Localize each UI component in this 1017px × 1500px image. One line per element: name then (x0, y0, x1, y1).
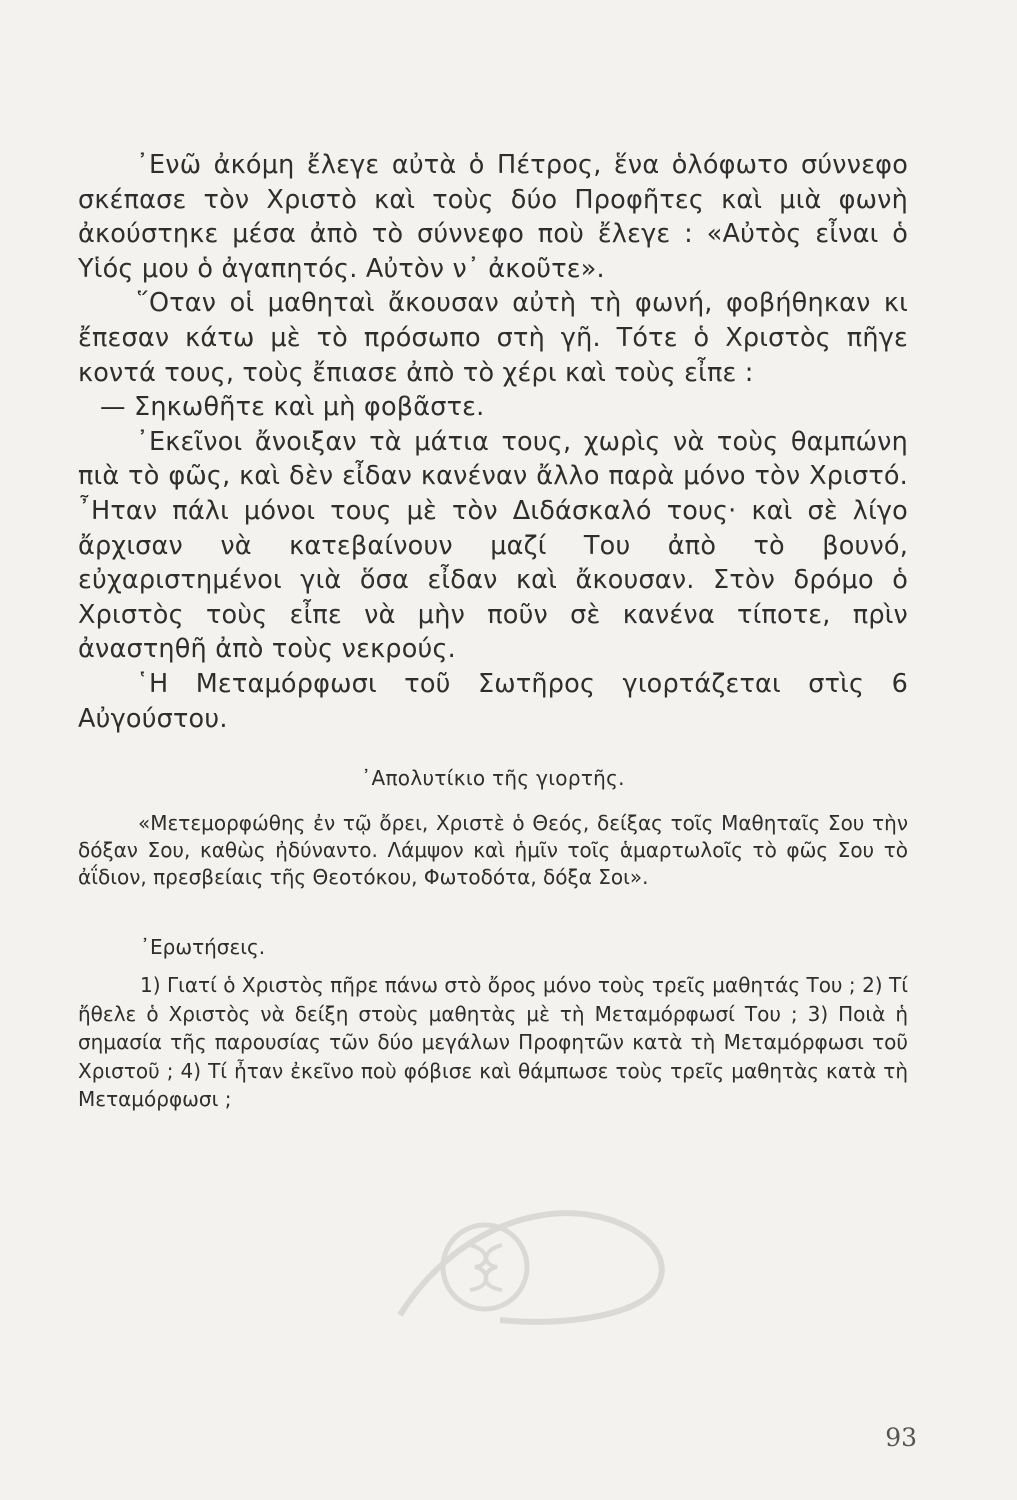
paragraph-feast-date: ῾Η Μεταμόρφωσι τοῦ Σωτῆρος γιορτάζεται στὶς 6 Αὐγούστου. (78, 668, 908, 734)
paragraph-descent: ᾿Εκεῖνοι ἄνοιξαν τὰ μάτια τους, χωρὶς νὰ τοὺς θαμπώνη πιὰ τὸ φῶς, καὶ δὲν εἶδαν κανέναν ἄλλο παρὰ μόνο τὸν Χριστό. ῏Ηταν πάλι μόνοι τους μὲ τὸν Διδάσκαλό τους· καὶ σὲ λίγο ἄρχισαν νὰ κατεβαίνουν μαζί Του ἀπὸ τὸ βουνό, εὐχαριστημένοι γιὰ ὅσα εἶδαν καὶ ἄκουσαν. Στὸν δρόμο ὁ Χριστὸς τοὺς εἶπε νὰ μὴν ποῦν σὲ κανένα τίποτε, πρὶν ἀναστηθῆ ἀπὸ τοὺς νεκρούς. (78, 426, 908, 665)
questions-heading: ᾿Ερωτήσεις. (140, 935, 266, 960)
paragraph-disciples-fear: ῞Οταν οἱ μαθηταὶ ἄκουσαν αὐτὴ τὴ φωνή, φοβήθηκαν κι ἔπεσαν κάτω μὲ τὸ πρόσωπο στὴ γῆ. Τότε ὁ Χριστὸς πῆγε κοντά τους, τοὺς ἔπιασε ἀπὸ τὸ χέρι καὶ τοὺς εἶπε : (78, 288, 908, 388)
page-content (78, 148, 908, 1114)
watermark-emblem-icon (390, 1195, 690, 1335)
apolytikion-text: «Μετεμορφώθης ἐν τῷ ὄρει, Χριστὲ ὁ Θεός, δείξας τοῖς Μαθηταῖς Σου τὴν δόξαν Σου, καθὼς ἠδύναντο. Λάμψον καὶ ἡμῖν τοῖς ἁμαρτωλοῖς τὸ φῶς Σου τὸ ἀΐδιον, πρεσβείαις τῆς Θεοτόκου, Φωτοδότα, δόξα Σοι». (78, 811, 908, 890)
paragraph-voice-from-cloud: ᾿Ενῶ ἀκόμη ἔλεγε αὐτὰ ὁ Πέτρος, ἕνα ὁλόφωτο σύννεφο σκέπασε τὸν Χριστὸ καὶ τοὺς δύο Προφῆτες καὶ μιὰ φωνὴ ἀκούστηκε μέσα ἀπὸ τὸ σύννεφο ποὺ ἔλεγε : «Αὐτὸς εἶναι ὁ Υἱός μου ὁ ἀγαπητός. Αὐτὸν ν᾿ ἀκοῦτε». (78, 150, 908, 284)
apolytikion-heading: ᾿Απολυτίκιο τῆς γιορτῆς. (361, 766, 625, 791)
paragraph-dialogue: — Σηκωθῆτε καὶ μὴ φοβᾶστε. (100, 392, 485, 423)
page-number: 93 (885, 1423, 917, 1452)
questions-text: 1) Γιατί ὁ Χριστὸς πῆρε πάνω στὸ ὄρος μόνο τοὺς τρεῖς μαθητάς Του ; 2) Τί ἤθελε ὁ Χριστὸς νὰ δείξη στοὺς μαθητὰς μὲ τὴ Μεταμόρφωσί Του ; 3) Ποιὰ ἡ σημασία τῆς παρουσίας τῶν δύο μεγάλων Προφητῶν κατὰ τὴ Μεταμόρφωσι τοῦ Χριστοῦ ; 4) Τί ἦταν ἐκεῖνο ποὺ φόβισε καὶ θάμπωσε τοὺς τρεῖς μαθητὰς κατὰ τὴ Μεταμόρφωσι ; (78, 973, 908, 1112)
